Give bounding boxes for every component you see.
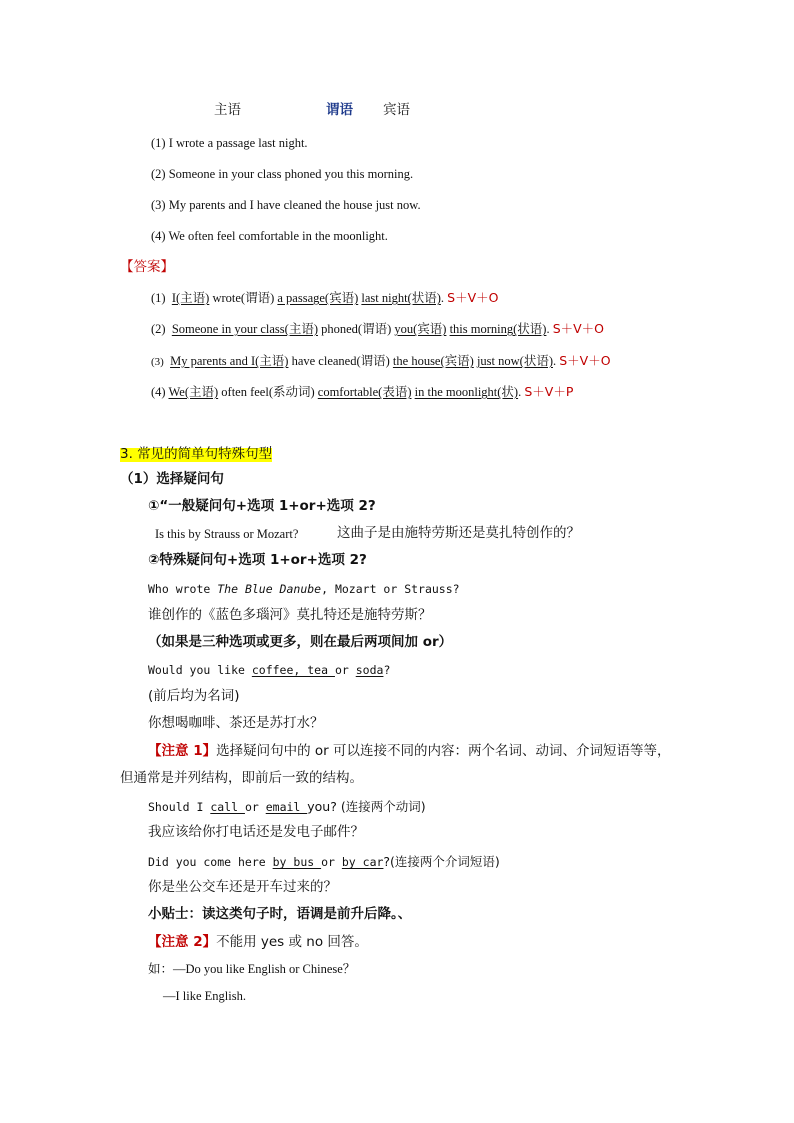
answer-verb: phoned(谓语) xyxy=(317,322,395,336)
example-1: (1) I wrote a passage last night. xyxy=(151,136,308,150)
answer-num: (2) xyxy=(151,322,166,336)
answer-subject: I(主语) xyxy=(171,291,210,305)
note-2-label: 【注意 2】 xyxy=(148,934,217,950)
answer-num: (1) xyxy=(151,291,166,305)
answer-2: (2) Someone in your class(主语) phoned(谓语) you(宾语) this morning(状语). S＋V＋O xyxy=(151,321,605,336)
answer-verb: wrote(谓语) xyxy=(209,291,278,305)
answer-subject: Someone in your class(主语) xyxy=(171,322,318,336)
example-cn-4: 我应该给你打电话还是发电子邮件？ xyxy=(148,824,364,840)
example-en-4: Should I call or email you? (连接两个动词) xyxy=(148,799,426,814)
note-1-label: 【注意 1】 xyxy=(148,743,217,759)
answer-verb: have cleaned(谓语) xyxy=(288,354,393,368)
example-en-5: Did you come here by bus or by car?(连接两个介词短语) xyxy=(148,854,500,869)
answer-adverbial: just now(状语) xyxy=(476,354,553,368)
example-en-1: Is this by Strauss or Mozart? xyxy=(155,527,299,541)
answer-object: the house(宾语) xyxy=(392,354,474,368)
answer-pattern: S＋V＋P xyxy=(524,384,574,399)
label-subject: 主语 xyxy=(214,102,241,118)
subsection-title: （1）选择疑问句 xyxy=(120,471,224,487)
rule-2: ②特殊疑问句+选项 1+or+选项 2? xyxy=(148,552,367,568)
example-cn-2: 谁创作的《蓝色多瑙河》莫扎特还是施特劳斯？ xyxy=(148,607,432,623)
answer-4: (4) We(主语) often feel(系动词) comfortable(表语) in the moonlight(状). S＋V＋P xyxy=(151,384,574,399)
example-note-3: (前后均为名词) xyxy=(148,688,240,704)
example-cn-1: 这曲子是由施特劳斯还是莫扎特创作的？ xyxy=(337,525,580,541)
dialog-question: 如：—Do you like English or Chinese？ xyxy=(148,962,356,976)
answer-object: you(宾语) xyxy=(394,322,447,336)
note-1-continued: 但通常是并列结构，即前后一致的结构。 xyxy=(120,770,363,786)
answer-num: (3) xyxy=(151,356,164,368)
section-title: 3. 常见的简单句特殊句型 xyxy=(120,446,273,462)
tip: 小贴士：读这类句子时，语调是前升后降。、 xyxy=(148,906,412,922)
answer-verb: often feel(系动词) xyxy=(218,385,318,399)
song-title: The Blue Danube xyxy=(217,582,322,596)
example-en-2: Who wrote The Blue Danube, Mozart or Strauss? xyxy=(148,582,460,596)
note-2: 【注意 2】不能用 yes 或 no 回答。 xyxy=(148,934,368,950)
answer-adverbial: last night(状语) xyxy=(361,291,441,305)
answer-1: (1) I(主语) wrote(谓语) a passage(宾语) last night(状语). S＋V＋O xyxy=(151,290,499,305)
answer-subject: We(主语) xyxy=(168,385,219,399)
example-3: (3) My parents and I have cleaned the house just now. xyxy=(151,198,421,212)
example-cn-5: 你是坐公交车还是开车过来的？ xyxy=(148,879,337,895)
label-object: 宾语 xyxy=(383,102,410,118)
rule-1: ①“一般疑问句+选项 1+or+选项 2? xyxy=(148,498,376,514)
answer-complement: comfortable(表语) xyxy=(317,385,412,399)
answer-3: (3) My parents and I(主语) have cleaned(谓语) the house(宾语) just now(状语). S＋V＋O xyxy=(151,353,611,368)
example-en-3: Would you like coffee, tea or soda? xyxy=(148,663,391,677)
answer-heading: 【答案】 xyxy=(120,259,174,275)
answer-adverbial: in the moonlight(状) xyxy=(414,385,519,399)
note-1: 【注意 1】选择疑问句中的 or 可以连接不同的内容：两个名词、动词、介词短语等等， xyxy=(148,743,671,759)
answer-pattern: S＋V＋O xyxy=(559,353,611,368)
answer-object: a passage(宾语) xyxy=(277,291,359,305)
dialog-answer: —I like English. xyxy=(163,989,246,1003)
answer-pattern: S＋V＋O xyxy=(447,290,499,305)
example-2: (2) Someone in your class phoned you this morning. xyxy=(151,167,414,181)
answer-adverbial: this morning(状语) xyxy=(449,322,547,336)
label-predicate: 谓语 xyxy=(326,102,353,118)
answer-pattern: S＋V＋O xyxy=(552,321,605,336)
note-three-options: （如果是三种选项或更多，则在最后两项间加 or） xyxy=(148,634,453,650)
example-cn-3: 你想喝咖啡、茶还是苏打水？ xyxy=(148,715,324,731)
answer-num: (4) xyxy=(151,385,166,399)
example-4: (4) We often feel comfortable in the moonlight. xyxy=(151,229,388,243)
answer-subject: My parents and I(主语) xyxy=(170,354,289,368)
